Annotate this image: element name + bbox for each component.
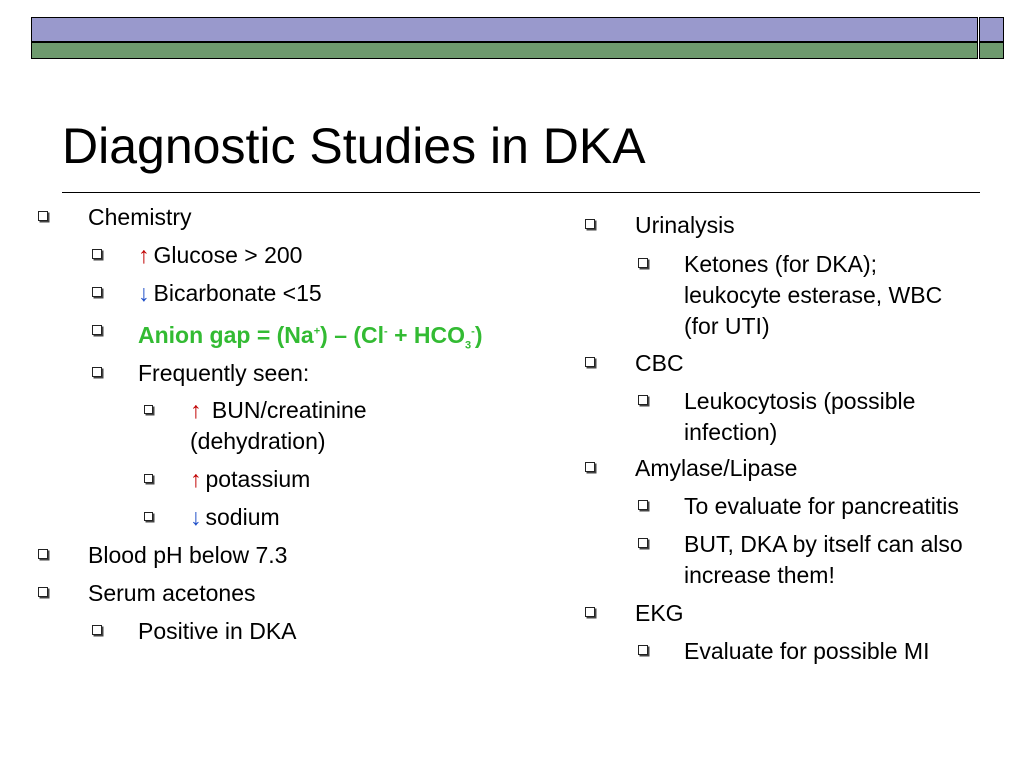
square-bullet-icon [92,325,102,335]
square-bullet-icon [38,211,48,221]
list-item-but-dka: BUT, DKA by itself can also increase them! [684,529,963,591]
square-bullet-icon [585,357,595,367]
up-arrow-icon: ↑ [190,466,202,492]
list-item-ekg: EKG [635,598,684,629]
list-item-leukocytosis: Leukocytosis (possible infection) [684,386,915,448]
list-item-glucose: ↑ Glucose > 200 [138,240,302,271]
header-square-green [979,42,1004,59]
square-bullet-icon [585,607,595,617]
square-bullet-icon [638,395,648,405]
square-bullet-icon [144,405,153,414]
square-bullet-icon [638,258,648,268]
square-bullet-icon [92,625,102,635]
square-bullet-icon [638,645,648,655]
list-item-frequently-seen: Frequently seen: [138,358,309,389]
list-item-bicarbonate: ↓ Bicarbonate <15 [138,278,322,309]
title-divider [62,192,980,193]
square-bullet-icon [92,249,102,259]
list-item-ketones: Ketones (for DKA); leukocyte esterase, WBC (for UTI) [684,249,942,342]
list-item-mi: Evaluate for possible MI [684,636,929,667]
square-bullet-icon [38,549,48,559]
square-bullet-icon [638,500,648,510]
list-item-sodium: ↓ sodium [190,502,280,533]
down-arrow-icon: ↓ [190,504,202,530]
list-item-positive: Positive in DKA [138,616,297,647]
header-bar-green [31,42,978,59]
square-bullet-icon [638,538,648,548]
list-item-pancreatitis: To evaluate for pancreatitis [684,491,959,522]
anion-gap-formula: Anion gap = $(Na^+) - (Cl^- + HCO_3^-)$ [138,321,483,352]
list-item-anion-gap [138,316,483,361]
square-bullet-icon [144,474,153,483]
square-bullet-icon [585,462,595,472]
square-bullet-icon [144,512,153,521]
header-bar-purple [31,17,978,42]
list-item-amylase: Amylase/Lipase [635,453,797,484]
list-item-potassium: ↑ potassium [190,464,310,495]
down-arrow-icon: ↓ [138,280,150,306]
square-bullet-icon [38,587,48,597]
header-square-purple [979,17,1004,42]
list-item-cbc: CBC [635,348,684,379]
up-arrow-icon: ↑ [138,242,150,268]
list-item-urinalysis: Urinalysis [635,210,735,241]
square-bullet-icon [92,367,102,377]
list-item-serum-acetones: Serum acetones [88,578,255,609]
square-bullet-icon [585,219,595,229]
list-item-bun: ↑ BUN/creatinine (dehydration) [190,395,367,457]
list-item-chemistry: Chemistry [88,202,192,233]
square-bullet-icon [92,287,102,297]
up-arrow-icon: ↑ [190,397,202,423]
list-item-blood-ph: Blood pH below 7.3 [88,540,287,571]
slide-title: Diagnostic Studies in DKA [62,118,646,174]
